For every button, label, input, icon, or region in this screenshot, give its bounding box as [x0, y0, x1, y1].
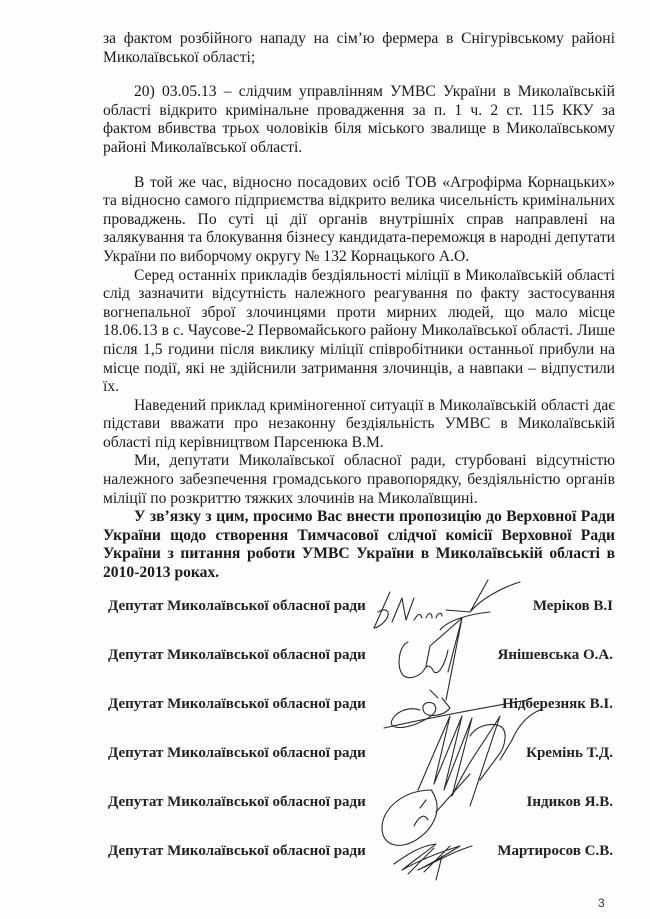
- paragraph-agrofirm: В той же час, відносно посадових осіб ТОВ «Агрофірма Корнацьких» та відносно самого підприємства відкрито велика чисельність кримінальних проваджень. По суті ці дії органів внутрішніх справ направлені на залякування та блокування бізнесу кандидата-переможця в народні депутати України по виборчому округу № 132 Корнацького А.О.: [103, 173, 615, 265]
- signatory-role: Депутат Миколаївської обласної ради: [108, 794, 366, 810]
- signatory-row: [108, 647, 613, 669]
- signatory-name: Індиков Я.В.: [526, 794, 613, 810]
- signatory-name: Меріков В.І: [532, 598, 613, 614]
- signatory-role: Депутат Миколаївської обласної ради: [108, 647, 366, 663]
- signatory-role: Депутат Миколаївської обласної ради: [108, 598, 366, 614]
- signatories-list: [108, 598, 613, 892]
- signatory-name: Підберезняк В.І.: [502, 696, 613, 712]
- page-number: 3: [598, 896, 605, 910]
- signatory-name: Янішевська О.А.: [497, 647, 613, 663]
- paragraph-request: У зв’язку з цим, просимо Вас внести пропозицію до Верховної Ради України щодо створення Тимчасової слідчої комісії Верховної Ради України з питання роботи УМВС України в Миколаївській області в 2010-2013 роках.: [103, 508, 615, 582]
- signatory-name: Мартиросов С.В.: [497, 843, 613, 859]
- signatory-role: Депутат Миколаївської обласної ради: [108, 843, 366, 859]
- signatory-row: [108, 696, 613, 718]
- signatory-name: Кремінь Т.Д.: [526, 745, 613, 761]
- signatory-role: Депутат Миколаївської обласної ради: [108, 696, 366, 712]
- paragraph-police-inaction: Серед останніх прикладів бездіяльності міліції в Миколаївській області слід зазначити відсутність належного реагування по факту застосування вогнепальної зброї злочинцями проти мирних людей, що мало місце 18.06.13 в с. Чаусове-2 Первомайського району Миколаївської області. Лише після 1,5 години після виклику міліції співробітники останньої прибули на місце події, які не здійснили затримання злочинців, а навпаки – відпустили їх.: [103, 266, 615, 396]
- paragraph-robbery-case: за фактом розбійного нападу на сім’ю фермера в Снігурівському районі Миколаївської області;: [103, 30, 615, 66]
- signatory-row: [108, 843, 613, 865]
- signatory-row: [108, 794, 613, 816]
- paragraph-criminogenic-situation: Наведений приклад криміногенної ситуації в Миколаївській області дає підстави вважати про незаконну бездіяльність УМВС в Миколаївській області під керівництвом Парсенюка В.М.: [103, 396, 615, 451]
- paragraph-case-20: 20) 03.05.13 – слідчим управлінням УМВС України в Миколаївській області відкрито кримінальне провадження за п. 1 ч. 2 ст. 115 ККУ за фактом вбивства трьох чоловіків біля міського звалище в Миколаївському районі Миколаївської області.: [103, 83, 615, 156]
- text-block-cases: [103, 30, 615, 583]
- paragraph-deputies-concern: Ми, депутати Миколаївської обласної ради, стурбовані відсутністю належного забезпечення громадського правопорядку, бездіяльністю органів міліції по розкриттю тяжких злочинів на Миколаївщині.: [103, 452, 615, 507]
- signatory-role: Депутат Миколаївської обласної ради: [108, 745, 366, 761]
- signatory-row: [108, 745, 613, 767]
- signatory-row: [108, 598, 613, 620]
